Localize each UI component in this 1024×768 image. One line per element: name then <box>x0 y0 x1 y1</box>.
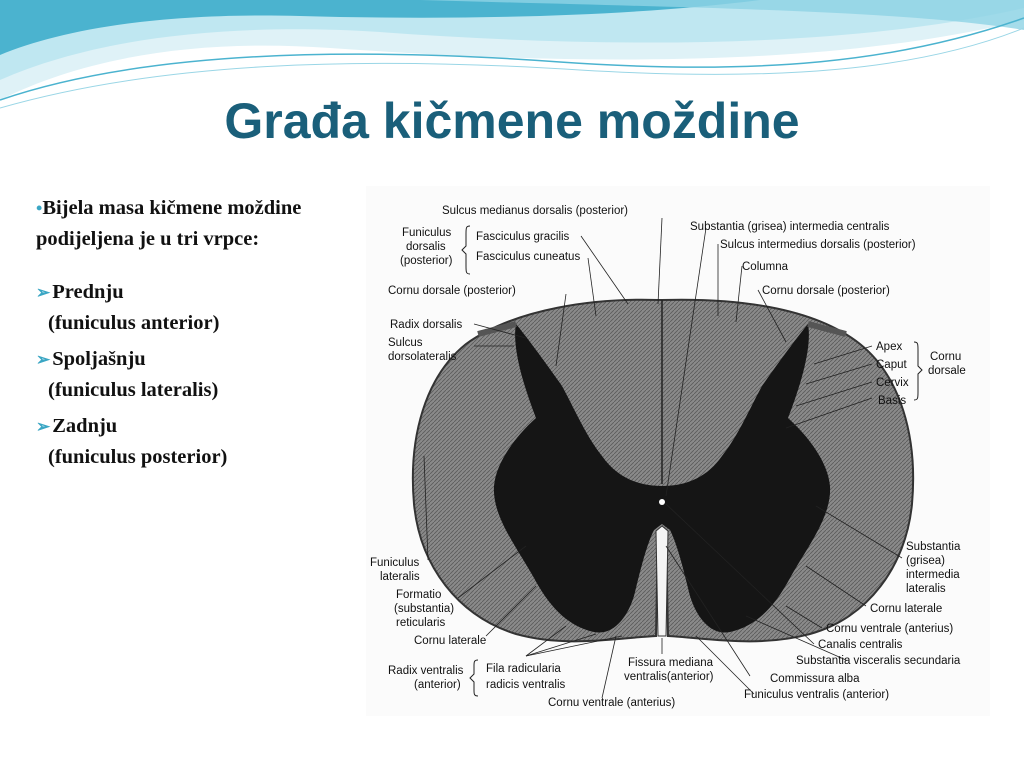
spinal-cord-cross-section-figure <box>366 186 990 716</box>
label-funiculus-lateralis: Funiculus <box>370 557 420 569</box>
label-sulcus-medianus-dorsalis: Sulcus medianus dorsalis (posterior) <box>442 205 628 217</box>
label-sulcus-dorsolateralis: Sulcus <box>388 337 423 349</box>
label-substantia-visceralis: Substantia visceralis secundaria <box>796 655 961 667</box>
label-fila-radicularia-2: radicis ventralis <box>486 679 566 691</box>
label-basis: Basis <box>878 395 907 407</box>
label-sulcus-intermedius-dorsalis: Sulcus intermedius dorsalis (posterior) <box>720 239 916 251</box>
item-latin: (funiculus lateralis) <box>48 379 219 401</box>
label-funiculus-ventralis: Funiculus ventralis (anterior) <box>744 689 890 701</box>
label-substantia-int-lat-2: (grisea) <box>906 555 945 567</box>
list-item-prednju <box>36 277 356 308</box>
label-cornu-ventrale-right: Cornu ventrale (anterius) <box>826 623 954 635</box>
intro-text: Bijela masa kičmene moždine podijeljena je u tri vrpce: <box>36 197 302 250</box>
list-item-spoljasnju <box>36 344 356 375</box>
label-substantia-int-lat-4: lateralis <box>906 583 946 595</box>
bullet-list <box>36 193 356 478</box>
label-funiculus-lateralis-2: lateralis <box>380 571 420 583</box>
item-latin: (funiculus anterior) <box>48 312 220 334</box>
list-item-zadnju <box>36 411 356 442</box>
label-funiculus-dorsalis: Funiculus <box>402 227 452 239</box>
arrow-bullet-icon: ➢ <box>36 283 51 302</box>
label-radix-ventralis-2: (anterior) <box>414 679 461 691</box>
central-canal <box>659 499 665 505</box>
label-radix-dorsalis: Radix dorsalis <box>390 319 463 331</box>
label-cornu-dorsale-group-2: dorsale <box>928 365 966 377</box>
label-substantia-int-lat-3: intermedia <box>906 569 960 581</box>
label-apex: Apex <box>876 341 903 353</box>
slide-title: Građa kičmene moždine <box>224 93 800 149</box>
label-funiculus-dorsalis-3: (posterior) <box>400 255 453 267</box>
label-sulcus-dorsolateralis-2: dorsolateralis <box>388 351 457 363</box>
label-fila-radicularia: Fila radicularia <box>486 663 561 675</box>
label-fasciculus-cuneatus: Fasciculus cuneatus <box>476 251 581 263</box>
label-fasciculus-gracilis: Fasciculus gracilis <box>476 231 570 243</box>
label-cervix: Cervix <box>876 377 909 389</box>
bullet-dot-icon: • <box>36 198 43 218</box>
item-name: Prednju <box>52 281 124 303</box>
label-cornu-ventrale-bottom: Cornu ventrale (anterius) <box>548 697 676 709</box>
arrow-bullet-icon: ➢ <box>36 417 51 436</box>
label-cornu-dorsale-group: Cornu <box>930 351 962 363</box>
label-formatio-3: reticularis <box>396 617 446 629</box>
label-formatio-reticularis: Formatio <box>396 589 442 601</box>
item-name: Spoljašnju <box>52 348 146 370</box>
label-caput: Caput <box>876 359 907 371</box>
label-substantia-intermedia-centralis: Substantia (grisea) intermedia centralis <box>690 221 890 233</box>
label-radix-ventralis: Radix ventralis <box>388 665 464 677</box>
label-cornu-laterale-left: Cornu laterale <box>414 635 487 647</box>
label-funiculus-dorsalis-2: dorsalis <box>406 241 446 253</box>
label-canalis-centralis: Canalis centralis <box>818 639 903 651</box>
label-fissura-mediana: Fissura mediana <box>628 657 714 669</box>
item-name: Zadnju <box>52 415 118 437</box>
label-formatio-2: (substantia) <box>394 603 455 615</box>
arrow-bullet-icon: ➢ <box>36 350 51 369</box>
label-commissura-alba: Commissura alba <box>770 673 860 685</box>
item-latin: (funiculus posterior) <box>48 446 228 468</box>
label-substantia-intermedia-lateralis: Substantia <box>906 541 961 553</box>
label-columna: Columna <box>742 261 789 273</box>
spinal-cord-diagram <box>366 186 990 716</box>
label-cornu-dorsale-right: Cornu dorsale (posterior) <box>762 285 890 297</box>
intro-bullet <box>36 193 356 255</box>
label-fissura-mediana-2: ventralis(anterior) <box>624 671 714 683</box>
label-cornu-laterale-right: Cornu laterale <box>870 603 943 615</box>
label-cornu-dorsale-left: Cornu dorsale (posterior) <box>388 285 516 297</box>
